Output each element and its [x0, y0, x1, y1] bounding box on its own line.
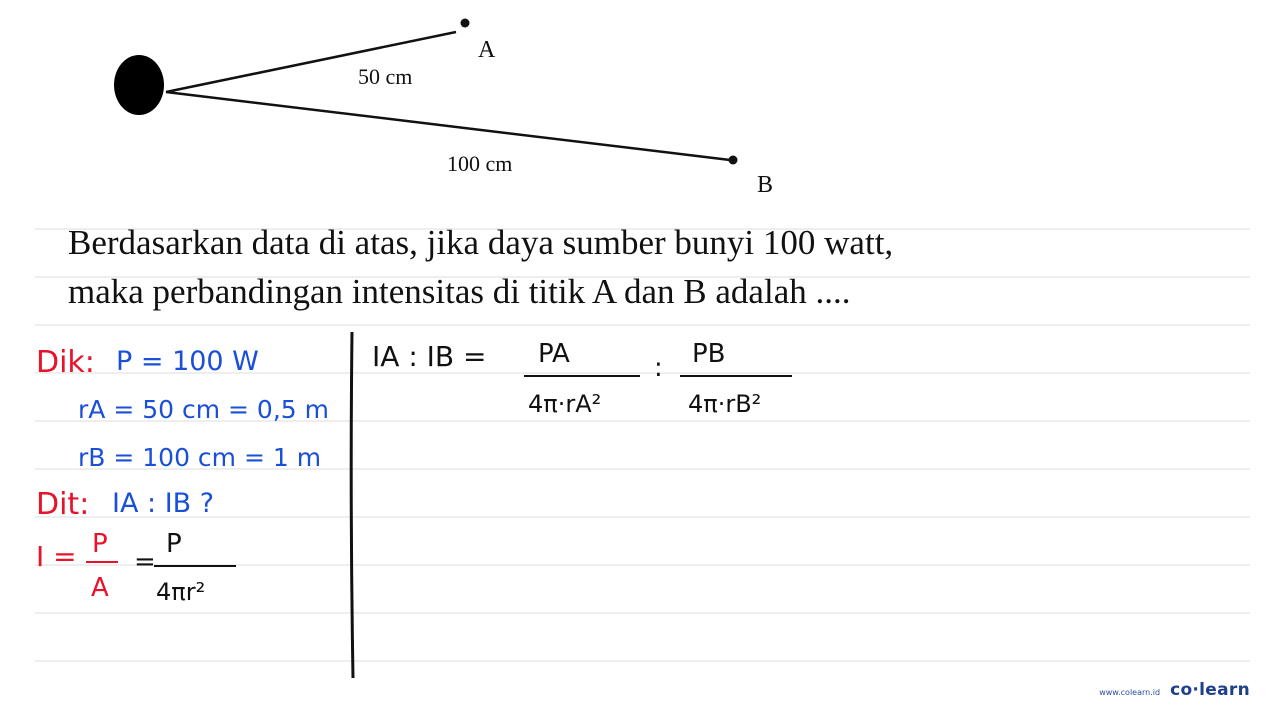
ratio-denominator-a: 4π·rA² [528, 390, 602, 418]
ratio-section [372, 339, 792, 418]
sound-source [114, 55, 164, 115]
ratio-numerator-a: PA [538, 339, 570, 369]
brand-logo: co·learn [1170, 680, 1250, 700]
formula-numerator-2: P [166, 529, 182, 559]
formula-denominator-2: 4πr² [156, 578, 206, 606]
asked-quantity: IA : IB ? [112, 488, 215, 519]
ratio-denominator-b: 4π·rB² [688, 390, 762, 418]
column-divider [351, 332, 353, 678]
given-section [36, 345, 329, 606]
point-a [461, 19, 470, 28]
point-a-label: A [478, 37, 496, 63]
question-line-1: Berdasarkan data di atas, jika daya sumber bunyi 100 watt, [68, 223, 894, 262]
formula-numerator: P [92, 529, 108, 559]
ratio-numerator-b: PB [692, 339, 726, 369]
point-b-label: B [757, 172, 774, 198]
question-text [68, 218, 1228, 316]
dik-label: Dik: [36, 345, 95, 380]
formula-equals: = [134, 547, 156, 577]
question-line-2: maka perbandingan intensitas di titik A dan B adalah .... [68, 272, 851, 311]
given-power: P = 100 W [116, 346, 259, 377]
line-to-a [166, 32, 456, 92]
distance-b-label: 100 cm [447, 151, 513, 176]
dit-label: Dit: [36, 487, 90, 522]
ratio-colon: : [654, 353, 663, 383]
given-rb: rB = 100 cm = 1 m [78, 443, 322, 472]
distance-a-label: 50 cm [358, 64, 413, 89]
ratio-lhs: IA : IB = [372, 340, 487, 373]
footer [1099, 680, 1250, 700]
formula-denominator: A [91, 573, 109, 603]
line-to-b [166, 92, 730, 160]
formula-lhs: I = [36, 540, 77, 573]
point-b [729, 156, 738, 165]
footer-url[interactable]: www.colearn.id [1099, 688, 1161, 697]
given-ra: rA = 50 cm = 0,5 m [78, 395, 329, 424]
distance-diagram [114, 19, 773, 199]
